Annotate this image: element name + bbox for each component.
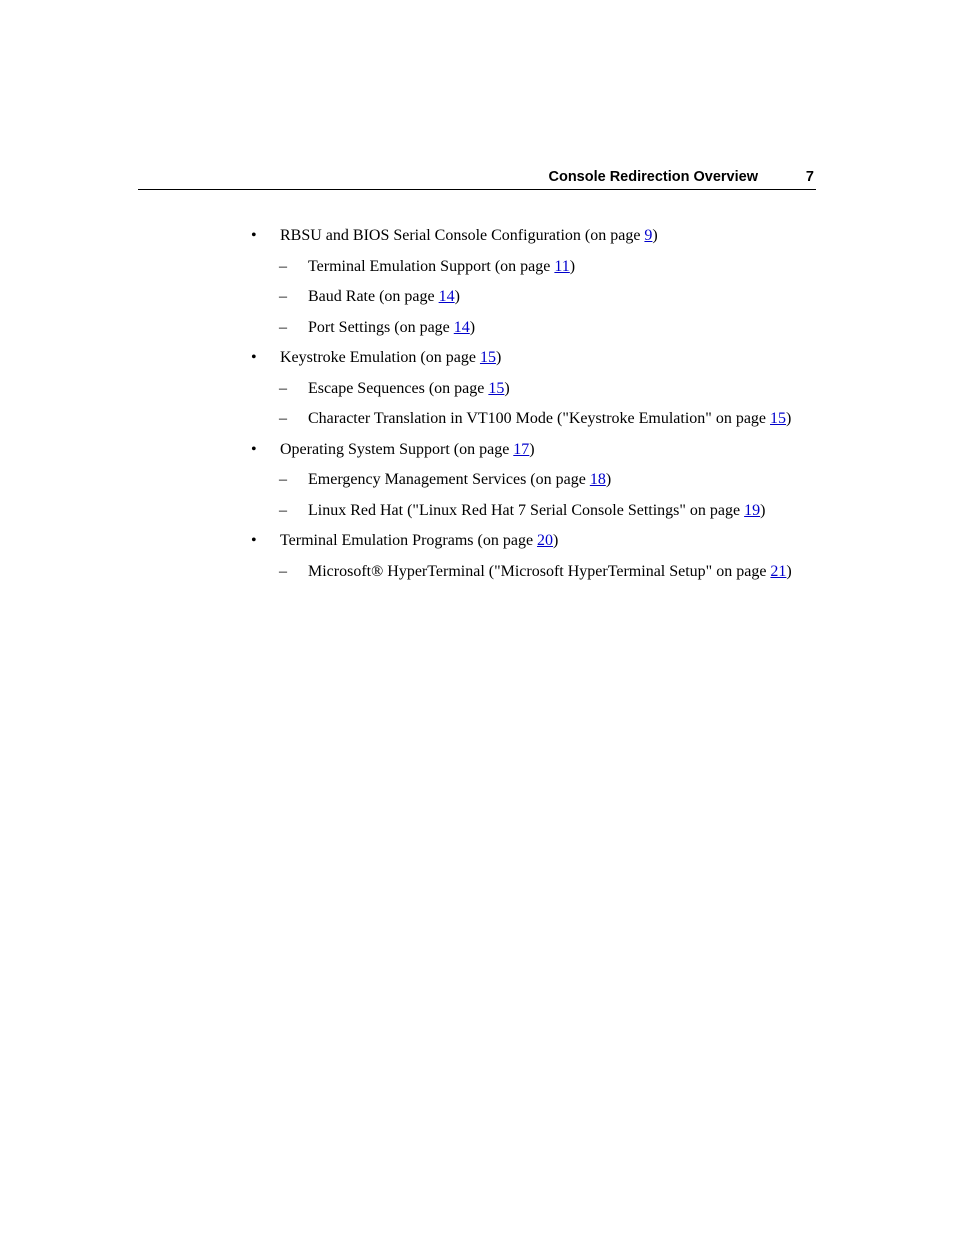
toc-entry-text: Port Settings (on page (308, 318, 454, 336)
toc-entry-text: Operating System Support (on page (280, 440, 514, 458)
bullet-icon: • (251, 349, 257, 366)
page-link[interactable]: 18 (589, 471, 606, 488)
toc-entry-close: ) (786, 562, 792, 580)
page-link[interactable]: 17 (513, 440, 530, 458)
toc-entry-close: ) (652, 227, 658, 244)
toc-entry-close: ) (454, 288, 460, 305)
toc-entry-text: Microsoft® HyperTerminal ("Microsoft HyperTerminal Setup" on page (308, 562, 771, 580)
toc-subentry (250, 562, 816, 581)
page-link[interactable]: 20 (537, 532, 554, 549)
bullet-icon: • (251, 227, 257, 244)
toc-entry-close: ) (504, 379, 510, 397)
page-link[interactable]: 9 (644, 227, 653, 244)
toc-subentry (250, 379, 816, 398)
dash-icon: – (279, 288, 287, 305)
header-page-number: 7 (805, 169, 814, 185)
toc-entry-close: ) (553, 532, 559, 549)
toc-entry-text: Escape Sequences (on page (308, 379, 489, 397)
toc-entry-text: Linux Red Hat ("Linux Red Hat 7 Serial Console Settings" on page (308, 501, 745, 519)
toc-entry (250, 226, 816, 245)
page-link[interactable]: 19 (744, 501, 761, 519)
toc-entry-close: ) (495, 349, 502, 366)
dash-icon: – (279, 562, 287, 580)
toc-entry-close: ) (760, 501, 766, 519)
toc-subentry (250, 409, 816, 428)
page-link[interactable]: 15 (770, 410, 787, 427)
toc-subentry (250, 501, 816, 520)
toc-entry-close: ) (786, 410, 792, 427)
toc-subentry (250, 287, 816, 306)
toc-subentry (250, 318, 816, 337)
dash-icon: – (279, 410, 287, 427)
toc-entry-text: Keystroke Emulation (on page (280, 349, 480, 366)
bullet-icon: • (251, 532, 257, 549)
toc-entry-close: ) (529, 440, 535, 458)
toc-entry-close: ) (469, 318, 476, 336)
page-link[interactable]: 15 (479, 349, 496, 366)
toc-entry (250, 348, 816, 367)
toc-entry-text: Terminal Emulation Support (on page (308, 257, 555, 275)
header-title: Console Redirection Overview (548, 169, 758, 185)
toc-list (250, 226, 816, 592)
toc-entry-text: Character Translation in VT100 Mode ("Keystroke Emulation" on page (308, 410, 771, 427)
dash-icon: – (279, 379, 287, 397)
toc-entry-text: Baud Rate (on page (308, 288, 439, 305)
page-link[interactable]: 21 (770, 562, 787, 580)
toc-subentry (250, 470, 816, 489)
toc-entry (250, 440, 816, 459)
toc-entry-text: Terminal Emulation Programs (on page (280, 532, 538, 549)
toc-entry (250, 531, 816, 550)
toc-entry-text: Emergency Management Services (on page (308, 471, 590, 488)
toc-subentry (250, 257, 816, 276)
toc-entry-close: ) (569, 257, 576, 275)
bullet-icon: • (251, 440, 257, 458)
running-header (138, 168, 816, 190)
dash-icon: – (279, 318, 287, 336)
page-link[interactable]: 14 (438, 288, 455, 305)
dash-icon: – (279, 471, 287, 488)
toc-entry-close: ) (605, 471, 612, 488)
page-link[interactable]: 15 (488, 379, 505, 397)
page-link[interactable]: 11 (554, 257, 570, 275)
toc-entry-text: RBSU and BIOS Serial Console Configuration (on page (280, 227, 645, 244)
dash-icon: – (279, 257, 287, 275)
dash-icon: – (279, 501, 287, 519)
page-link[interactable]: 14 (453, 318, 470, 336)
